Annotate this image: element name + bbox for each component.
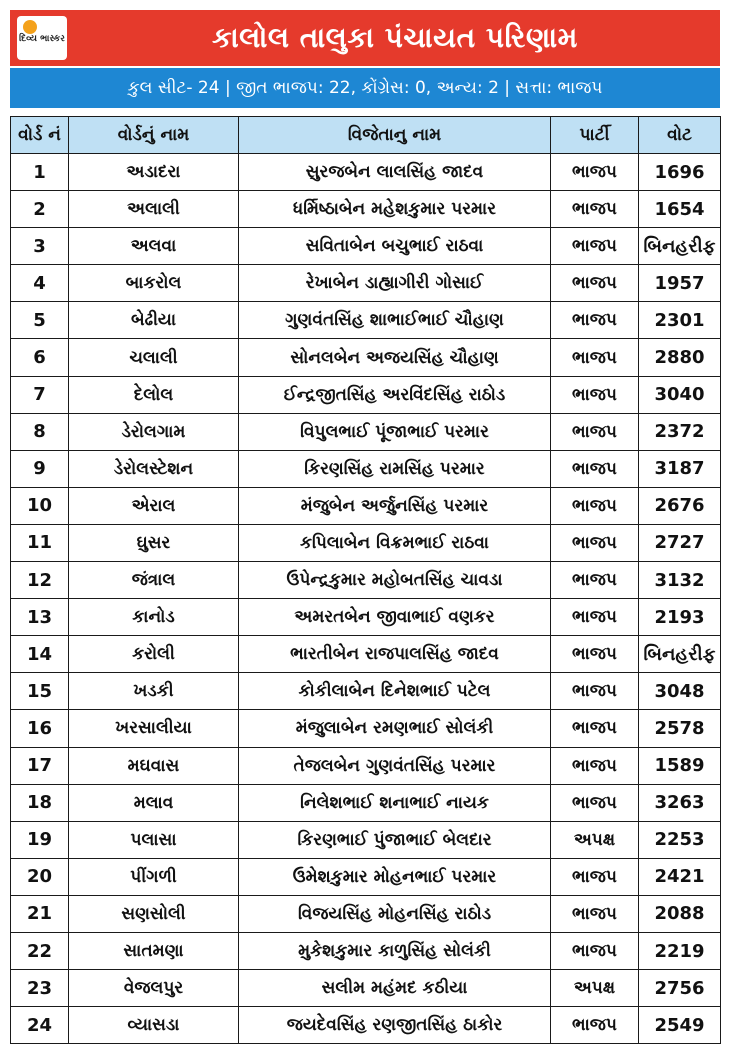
cell-ward-no: 6 [11,339,69,376]
cell-votes: 3187 [639,450,721,487]
cell-votes: 2253 [639,821,721,858]
cell-votes: 2193 [639,599,721,636]
cell-votes: 3132 [639,562,721,599]
cell-winner-name: કિરણસિંહ રામસિંહ પરમાર [239,450,551,487]
header-winner-name: વિજેતાનુ નામ [239,117,551,154]
cell-ward-name: ચલાલી [69,339,239,376]
cell-winner-name: ઉમેશકુમાર મોહનભાઈ પરમાર [239,858,551,895]
cell-ward-no: 21 [11,895,69,932]
cell-winner-name: કોકીલાબેન દિનેશભાઈ પટેલ [239,673,551,710]
cell-winner-name: મંજુબેન અર્જુનસિંહ પરમાર [239,487,551,524]
cell-winner-name: ભારતીબેન રાજપાલસિંહ જાદવ [239,636,551,673]
table-row [11,562,721,599]
cell-ward-no: 20 [11,858,69,895]
cell-party: અપક્ષ [551,970,639,1007]
cell-party: ભાજપ [551,1007,639,1044]
table-row [11,673,721,710]
cell-party: ભાજપ [551,302,639,339]
cell-winner-name: રેખાબેન ડાહ્યાગીરી ગોસાઈ [239,265,551,302]
cell-ward-name: કાનોડ [69,599,239,636]
table-row [11,487,721,524]
cell-party: ભાજપ [551,784,639,821]
table-row [11,413,721,450]
cell-votes: 2421 [639,858,721,895]
cell-ward-name: મઘવાસ [69,747,239,784]
cell-votes: 1589 [639,747,721,784]
cell-ward-name: પીંગળી [69,858,239,895]
cell-votes: બિનહરીફ [639,636,721,673]
cell-ward-name: ઘુસર [69,524,239,561]
cell-ward-no: 11 [11,524,69,561]
cell-party: ભાજપ [551,487,639,524]
cell-ward-name: જંત્રાલ [69,562,239,599]
cell-party: ભાજપ [551,710,639,747]
cell-votes: 2549 [639,1007,721,1044]
cell-votes: 1957 [639,265,721,302]
cell-votes: 2578 [639,710,721,747]
cell-winner-name: ગુણવંતસિંહ શાભાઈભાઈ ચૌહાણ [239,302,551,339]
cell-ward-name: કરોલી [69,636,239,673]
cell-votes: 3048 [639,673,721,710]
logo-text: દિવ્ય ભાસ્કર [19,34,65,44]
header-banner [10,10,720,66]
cell-ward-name: ડેરોલગામ [69,413,239,450]
cell-ward-no: 8 [11,413,69,450]
table-row [11,265,721,302]
cell-winner-name: સુરજબેન લાલસિંહ જાદવ [239,154,551,191]
cell-winner-name: ઉપેન્દ્રકુમાર મહોબતસિંહ ચાવડા [239,562,551,599]
cell-party: ભાજપ [551,191,639,228]
cell-party: અપક્ષ [551,821,639,858]
cell-ward-no: 15 [11,673,69,710]
cell-ward-no: 14 [11,636,69,673]
table-row [11,821,721,858]
cell-winner-name: વિજયસિંહ મોહનસિંહ રાઠોડ [239,895,551,932]
cell-winner-name: ઈન્દ્રજીતસિંહ અરવિંદસિંહ રાઠોડ [239,376,551,413]
cell-ward-name: સાતમણા [69,932,239,969]
cell-ward-name: અલાલી [69,191,239,228]
cell-votes: 2301 [639,302,721,339]
table-row [11,932,721,969]
cell-party: ભાજપ [551,858,639,895]
cell-ward-no: 16 [11,710,69,747]
cell-party: ભાજપ [551,599,639,636]
cell-votes: 2372 [639,413,721,450]
header-party: પાર્ટી [551,117,639,154]
table-row [11,710,721,747]
cell-party: ભાજપ [551,228,639,265]
cell-ward-name: વ્યાસડા [69,1007,239,1044]
table-row [11,302,721,339]
table-header-row [11,117,721,154]
header-ward-name: વોર્ડનું નામ [69,117,239,154]
cell-winner-name: કિરણભાઈ પુંજાભાઈ બેલદાર [239,821,551,858]
cell-winner-name: સોનલબેન અજયસિંહ ચૌહાણ [239,339,551,376]
cell-votes: 2676 [639,487,721,524]
cell-votes: 1654 [639,191,721,228]
cell-winner-name: સવિતાબેન બચુભાઈ રાઠવા [239,228,551,265]
cell-party: ભાજપ [551,932,639,969]
cell-party: ભાજપ [551,673,639,710]
cell-votes: 1696 [639,154,721,191]
cell-party: ભાજપ [551,450,639,487]
cell-ward-name: બાકરોલ [69,265,239,302]
table-row [11,339,721,376]
cell-winner-name: તેજલબેન ગુણવંતસિંહ પરમાર [239,747,551,784]
table-row [11,895,721,932]
table-row [11,450,721,487]
table-row [11,376,721,413]
cell-ward-name: ખડકી [69,673,239,710]
table-row [11,154,721,191]
table-row [11,747,721,784]
cell-winner-name: ધર્મિષ્ઠાબેન મહેશકુમાર પરમાર [239,191,551,228]
cell-ward-no: 4 [11,265,69,302]
sun-icon [23,20,37,34]
cell-party: ભાજપ [551,154,639,191]
cell-ward-no: 19 [11,821,69,858]
cell-party: ભાજપ [551,524,639,561]
cell-votes: 2880 [639,339,721,376]
cell-votes: 2088 [639,895,721,932]
table-row [11,858,721,895]
cell-ward-name: અલવા [69,228,239,265]
header-ward-no: વોર્ડ નં [11,117,69,154]
table-row [11,599,721,636]
cell-votes: 2756 [639,970,721,1007]
cell-ward-no: 9 [11,450,69,487]
cell-winner-name: જયદેવસિંહ રણજીતસિંહ ઠાકોર [239,1007,551,1044]
cell-ward-name: બેઢીયા [69,302,239,339]
cell-ward-name: મલાવ [69,784,239,821]
cell-ward-name: પલાસા [69,821,239,858]
cell-winner-name: અમરતબેન જીવાભાઈ વણકર [239,599,551,636]
table-row [11,1007,721,1044]
cell-ward-name: વેજલપુર [69,970,239,1007]
cell-ward-name: અડાદરા [69,154,239,191]
cell-party: ભાજપ [551,562,639,599]
cell-ward-no: 24 [11,1007,69,1044]
cell-party: ભાજપ [551,376,639,413]
cell-ward-no: 7 [11,376,69,413]
cell-ward-name: સણસોલી [69,895,239,932]
results-table [10,116,721,1044]
cell-votes: 3040 [639,376,721,413]
cell-ward-no: 13 [11,599,69,636]
cell-party: ભાજપ [551,339,639,376]
cell-ward-no: 23 [11,970,69,1007]
cell-votes: 3263 [639,784,721,821]
cell-winner-name: મુકેશકુમાર કાળુસિંહ સોલંકી [239,932,551,969]
header-votes: વોટ [639,117,721,154]
cell-party: ભાજપ [551,895,639,932]
cell-ward-no: 2 [11,191,69,228]
cell-ward-no: 12 [11,562,69,599]
cell-ward-no: 5 [11,302,69,339]
table-row [11,636,721,673]
cell-ward-no: 22 [11,932,69,969]
table-row [11,970,721,1007]
cell-votes: બિનહરીફ [639,228,721,265]
cell-votes: 2727 [639,524,721,561]
cell-ward-name: એરાલ [69,487,239,524]
page-title: કાલોલ તાલુકા પંચાયત પરિણામ [212,21,578,54]
cell-ward-name: ડેરોલસ્ટેશન [69,450,239,487]
cell-ward-name: ખરસાલીયા [69,710,239,747]
cell-ward-no: 3 [11,228,69,265]
table-row [11,524,721,561]
cell-party: ભાજપ [551,413,639,450]
cell-ward-no: 10 [11,487,69,524]
cell-ward-no: 17 [11,747,69,784]
cell-winner-name: કપિલાબેન વિક્રમભાઈ રાઠવા [239,524,551,561]
cell-ward-no: 18 [11,784,69,821]
cell-party: ભાજપ [551,636,639,673]
divya-bhaskar-logo [17,16,67,60]
cell-ward-name: દેલોલ [69,376,239,413]
cell-winner-name: વિપુલભાઈ પૂંજાભાઈ પરમાર [239,413,551,450]
cell-party: ભાજપ [551,747,639,784]
cell-party: ભાજપ [551,265,639,302]
cell-ward-no: 1 [11,154,69,191]
cell-winner-name: સલીમ મહંમદ કઠીયા [239,970,551,1007]
summary-bar: કુલ સીટ- 24 | જીત ભાજપ: 22, કોંગ્રેસ: 0, અન્ય: 2 | સત્તા: ભાજપ [10,68,720,108]
cell-winner-name: મંજુલાબેન રમણભાઈ સોલંકી [239,710,551,747]
table-row [11,228,721,265]
table-row [11,191,721,228]
table-row [11,784,721,821]
cell-votes: 2219 [639,932,721,969]
cell-winner-name: નિલેશભાઈ શનાભાઈ નાયક [239,784,551,821]
